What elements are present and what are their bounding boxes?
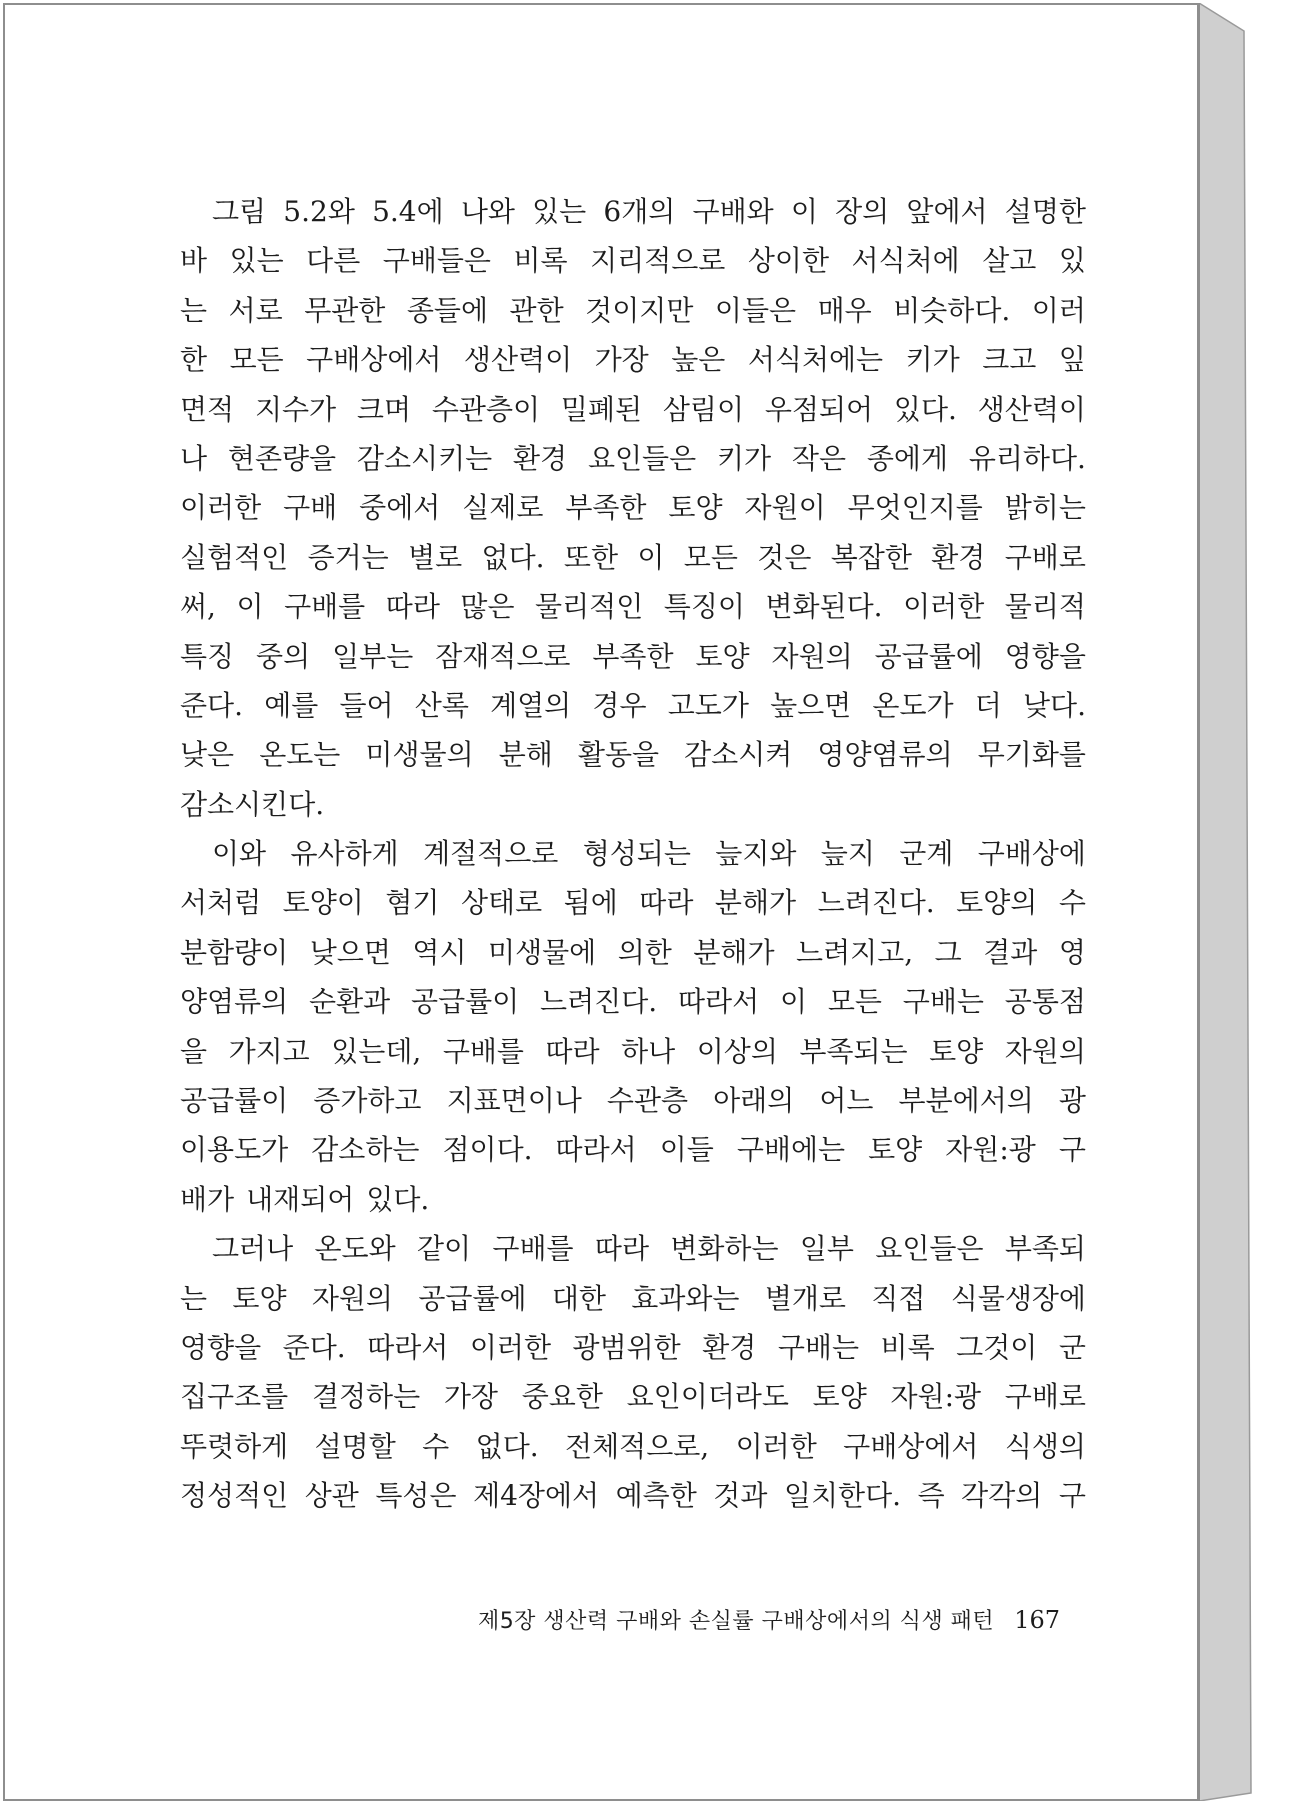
text-line: 이와 유사하게 계절적으로 형성되는 늪지와 늪지 군계 구배상에 <box>212 837 1086 871</box>
text-line: 분함량이 낮으면 역시 미생물에 의한 분해가 느려지고, 그 결과 영 <box>180 935 1086 969</box>
body-text <box>180 187 1086 1521</box>
text-line: 영향을 준다. 따라서 이러한 광범위한 환경 구배는 비록 그것이 군 <box>180 1330 1086 1364</box>
text-line: 양염류의 순환과 공급률이 느려진다. 따라서 이 모든 구배는 공통점 <box>180 985 1086 1019</box>
text-line: 실험적인 증거는 별로 없다. 또한 이 모든 것은 복잡한 환경 구배로 <box>180 540 1086 574</box>
text-line: 준다. 예를 들어 산록 계열의 경우 고도가 높으면 온도가 더 낮다. <box>180 688 1086 722</box>
text-line: 써, 이 구배를 따라 많은 물리적인 특징이 변화된다. 이러한 물리적 <box>180 590 1086 624</box>
text-line: 면적 지수가 크며 수관층이 밀폐된 삼림이 우점되어 있다. 생산력이 <box>180 392 1086 426</box>
text-line: 그러나 온도와 같이 구배를 따라 변화하는 일부 요인들은 부족되 <box>212 1232 1086 1266</box>
text-line: 이용도가 감소하는 점이다. 따라서 이들 구배에는 토양 자원:광 구 <box>180 1133 1086 1167</box>
text-line: 서처럼 토양이 혐기 상태로 됨에 따라 분해가 느려진다. 토양의 수 <box>180 886 1086 920</box>
text-line: 특징 중의 일부는 잠재적으로 부족한 토양 자원의 공급률에 영향을 <box>180 639 1086 673</box>
text-line: 그림 5.2와 5.4에 나와 있는 6개의 구배와 이 장의 앞에서 설명한 <box>212 195 1086 228</box>
page-number: 167 <box>1014 1606 1060 1634</box>
text-line: 나 현존량을 감소시키는 환경 요인들은 키가 작은 종에게 유리하다. <box>180 441 1086 475</box>
book-page <box>3 3 1199 1801</box>
text-line: 집구조를 결정하는 가장 중요한 요인이더라도 토양 자원:광 구배로 <box>180 1380 1086 1414</box>
text-line: 을 가지고 있는데, 구배를 따라 하나 이상의 부족되는 토양 자원의 <box>180 1034 1086 1068</box>
page-edge-shadow <box>1199 3 1255 1801</box>
text-line: 한 모든 구배상에서 생산력이 가장 높은 서식처에는 키가 크고 잎 <box>180 343 1086 377</box>
text-line: 뚜렷하게 설명할 수 없다. 전체적으로, 이러한 구배상에서 식생의 <box>180 1429 1086 1463</box>
page-footer <box>395 1604 1060 1635</box>
text-line: 정성적인 상관 특성은 제4장에서 예측한 것과 일치한다. 즉 각각의 구 <box>180 1479 1086 1513</box>
text-line: 감소시킨다. <box>180 787 325 821</box>
text-line: 낮은 온도는 미생물의 분해 활동을 감소시켜 영양염류의 무기화를 <box>180 738 1086 772</box>
text-line: 이러한 구배 중에서 실제로 부족한 토양 자원이 무엇인지를 밝히는 <box>180 491 1086 525</box>
text-line: 는 토양 자원의 공급률에 대한 효과와는 별개로 직접 식물생장에 <box>180 1281 1086 1315</box>
text-line: 바 있는 다른 구배들은 비록 지리적으로 상이한 서식처에 살고 있 <box>180 244 1086 278</box>
text-line: 배가 내재되어 있다. <box>180 1182 430 1216</box>
running-head: 제5장 생산력 구배와 손실률 구배상에서의 식생 패턴 <box>477 1609 995 1634</box>
page-edge-graphic <box>1199 3 1255 1801</box>
text-line: 공급률이 증가하고 지표면이나 수관층 아래의 어느 부분에서의 광 <box>180 1084 1086 1118</box>
text-line: 는 서로 무관한 종들에 관한 것이지만 이들은 매우 비슷하다. 이러 <box>180 293 1086 327</box>
